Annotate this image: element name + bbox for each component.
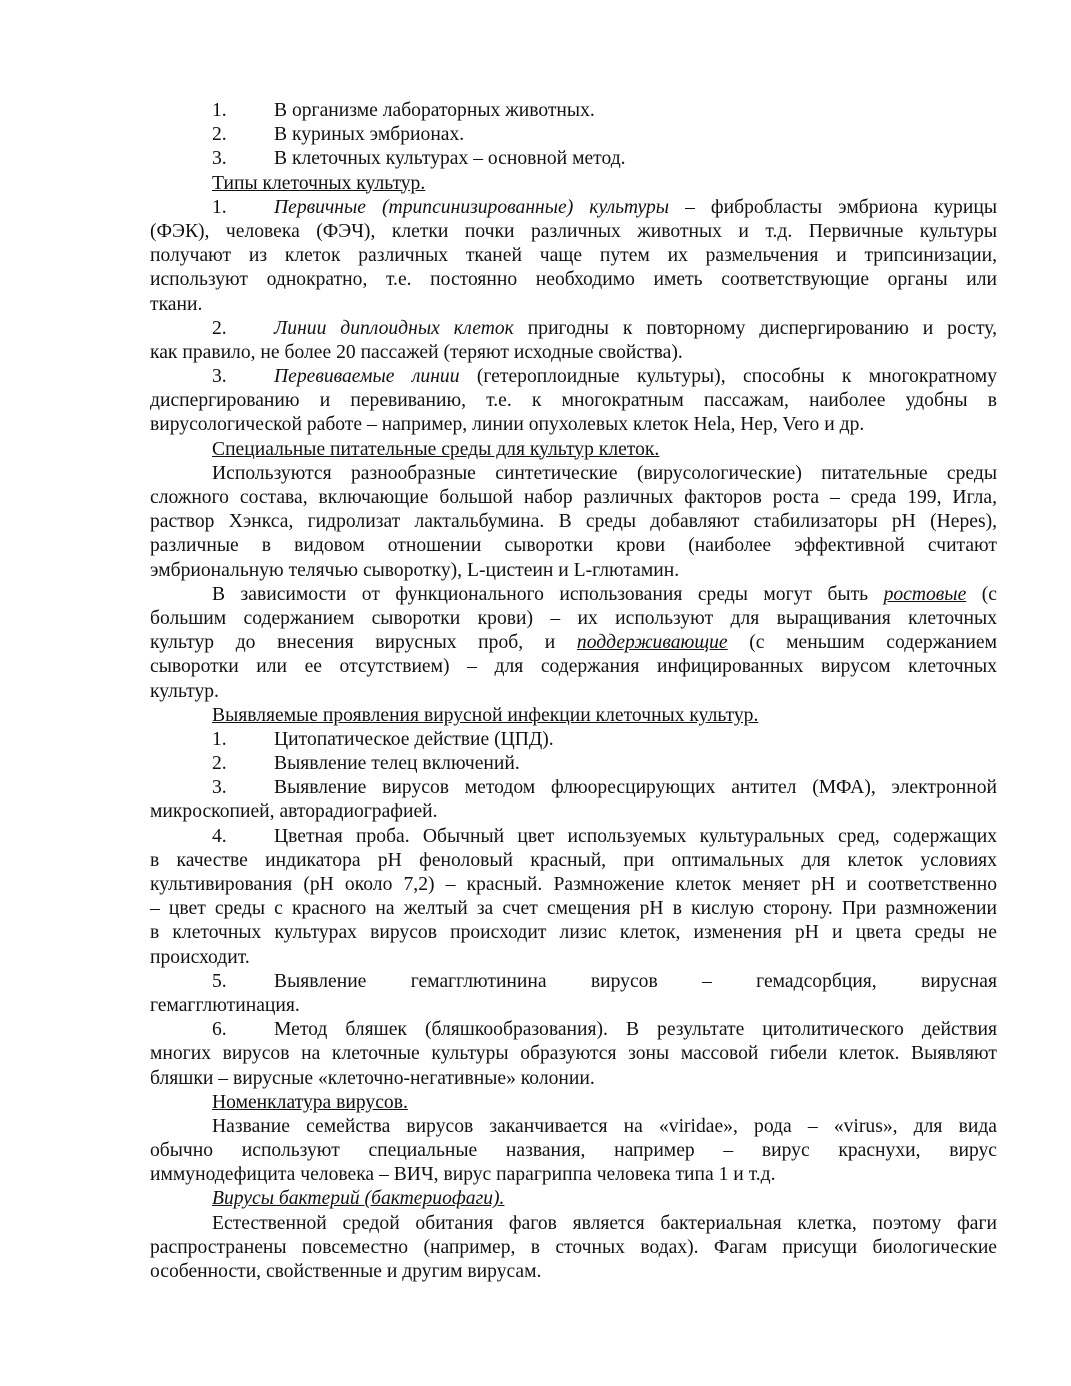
- paragraph-line: культур.: [150, 680, 219, 702]
- paragraph-line: (ФЭК), человека (ФЭЧ), клетки почки различных животных и т.д. Первичные культуры: [150, 220, 997, 242]
- paragraph-line: Название семейства вирусов заканчивается на «viridae», рода – «virus», для вида: [212, 1115, 997, 1137]
- paragraph-line: различные в видовом отношении сыворотки крови (наиболее эффективной считают: [150, 535, 997, 557]
- list-item: 1. В организме лабораторных животных.: [212, 100, 595, 121]
- paragraph-line: эмбриональную телячью сыворотку), L-цистеин и L-глютамин.: [150, 559, 680, 581]
- section-heading: Номенклатура вирусов.: [212, 1091, 408, 1113]
- paragraph-line: сложного состава, включающие большой набор различных факторов роста – среда 199, Игла,: [150, 487, 997, 508]
- paragraph-line: В зависимости от функционального использования среды могут быть ростовые (с: [212, 583, 997, 605]
- section-heading: Выявляемые проявления вирусной инфекции клеточных культур.: [212, 704, 759, 726]
- document-body: [150, 99, 997, 1284]
- term-underlined: ростовые: [883, 583, 967, 605]
- paragraph-line: используют однократно, т.е. постоянно необходимо иметь соответствующие органы или: [150, 269, 997, 291]
- paragraph-line: 2. Линии диплоидных клеток пригодны к повторному диспергированию и росту,: [212, 317, 997, 339]
- term-italic: Перевиваемые линии: [274, 366, 460, 388]
- paragraph-line: диспергированию и перевиванию, т.е. к многократным пассажам, наиболее удобны в: [150, 390, 997, 412]
- paragraph-line: как правило, не более 20 пассажей (теряют исходные свойства).: [150, 341, 683, 363]
- term-underlined: поддерживающие: [576, 632, 728, 654]
- paragraph-line: иммунодефицита человека – ВИЧ, вирус парагриппа человека типа 1 и т.д.: [150, 1164, 776, 1186]
- paragraph-line: происходит.: [150, 946, 250, 968]
- paragraph-line: гемагглютинация.: [150, 994, 300, 1016]
- paragraph-line: раствор Хэнкса, гидролизат лактальбумина. В среды добавляют стабилизаторы pH (Hepes),: [150, 511, 997, 533]
- paragraph-line: микроскопией, авторадиографией.: [150, 801, 438, 823]
- paragraph-line: обычно используют специальные названия, например – вирус краснухи, вирус: [150, 1140, 997, 1162]
- section-heading: Вирусы бактерий (бактериофаги).: [212, 1188, 505, 1210]
- list-item: 1. Цитопатическое действие (ЦПД).: [212, 728, 554, 750]
- paragraph-line: в клеточных культурах вирусов происходит лизис клеток, изменения pH и цвета среды не: [150, 922, 997, 944]
- list-item: 2. В куриных эмбрионах.: [212, 124, 465, 146]
- list-item: 4. Цветная проба. Обычный цвет используемых культуральных сред, содержащих: [212, 825, 997, 847]
- list-item: 3. Выявление вирусов методом флюоресцирующих антител (МФА), электронной: [212, 777, 997, 799]
- paragraph-line: большим содержанием сыворотки крови) – их используют для выращивания клеточных: [150, 607, 997, 629]
- paragraph-line: 3. Перевиваемые линии (гетероплоидные культуры), способны к многократному: [212, 366, 997, 388]
- paragraph-line: Естественной средой обитания фагов является бактериальная клетка, поэтому фаги: [212, 1212, 997, 1234]
- paragraph-line: бляшки – вирусные «клеточно-негативные» колонии.: [150, 1067, 595, 1089]
- section-heading: Типы клеточных культур.: [212, 172, 426, 194]
- paragraph-line: вирусологической работе – например, линии опухолевых клеток Hela, Hep, Vero и др.: [150, 414, 865, 436]
- term-italic: Первичные (трипсинизированные) культуры: [274, 196, 670, 218]
- paragraph-line: в качестве индикатора pH феноловый красный, при оптимальных для клеток условиях: [150, 849, 997, 871]
- term-italic: Линии диплоидных клеток: [274, 317, 514, 339]
- paragraph-line: ткани.: [150, 293, 203, 315]
- paragraph-line: особенности, свойственные и другим вирусам.: [150, 1261, 542, 1282]
- list-item: 2. Выявление телец включений.: [212, 753, 520, 775]
- list-item: 3. В клеточных культурах – основной метод.: [212, 148, 626, 170]
- section-heading: Специальные питательные среды для культур клеток.: [212, 438, 660, 460]
- paragraph-line: распространены повсеместно (например, в сточных водах). Фагам присущи биологические: [150, 1236, 997, 1258]
- list-item: 5. Выявление гемагглютинина вирусов – гемадсорбция, вирусная: [212, 970, 997, 992]
- paragraph-line: 1. Первичные (трипсинизированные) культуры – фибробласты эмбриона курицы: [212, 196, 997, 218]
- list-item: 6. Метод бляшек (бляшкообразования). В результате цитолитического действия: [212, 1019, 997, 1041]
- paragraph-line: получают из клеток различных тканей чаще путем их размельчения и трипсинизации,: [150, 245, 997, 267]
- paragraph-line: многих вирусов на клеточные культуры образуются зоны массовой гибели клеток. Выявляют: [150, 1043, 997, 1065]
- paragraph-line: сыворотки или ее отсутствием) – для содержания инфицированных вирусом клеточных: [150, 656, 997, 678]
- paragraph-line: – цвет среды с красного на желтый за счет смещения pH в кислую сторону. При размножении: [150, 898, 997, 920]
- paragraph-line: культур до внесения вирусных проб, и поддерживающие (с меньшим содержанием: [150, 632, 997, 654]
- paragraph-line: культивирования (pH около 7,2) – красный. Размножение клеток меняет pH и соответственно: [150, 874, 997, 895]
- paragraph-line: Используются разнообразные синтетические (вирусологические) питательные среды: [212, 462, 997, 484]
